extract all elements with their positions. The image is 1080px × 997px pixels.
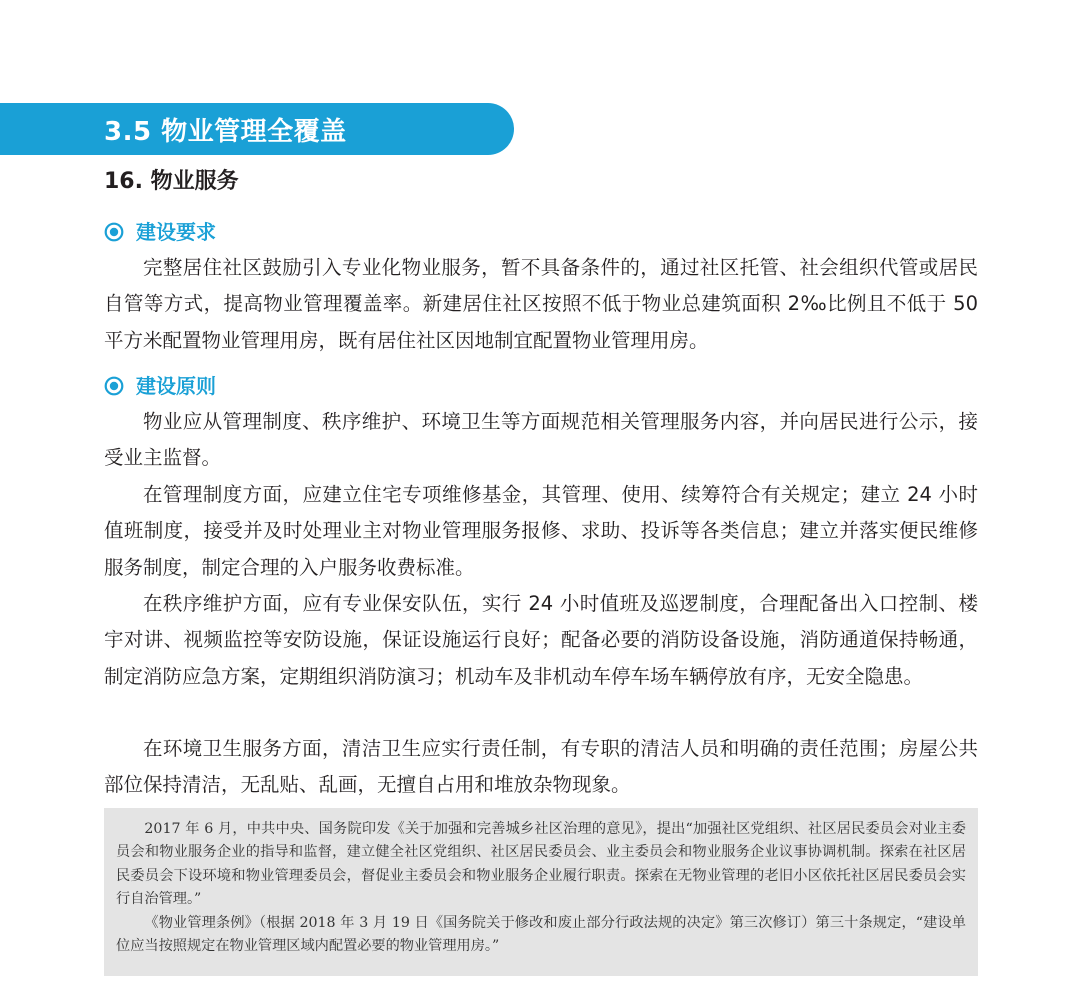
requirements-paragraph: 完整居住社区鼓励引入专业化物业服务，暂不具备条件的，通过社区托管、社会组织代管或居民自管等方式，提高物业管理覆盖率。新建居住社区按照不低于物业总建筑面积 2‰比例且不低于 50 平方米配置物业管理用房，既有居住社区因地制宜配置物业管理用房。 xyxy=(104,256,978,352)
heading-requirements xyxy=(104,217,216,247)
policy-note-paragraph-2: 《物业管理条例》（根据 2018 年 3 月 19 日《国务院关于修改和废止部分行政法规的决定》第三次修订）第三十条规定，“建设单位应当按照规定在物业管理区域内配置必要的物业管理用房。” xyxy=(116,914,966,955)
subsection-title: 16. 物业服务 xyxy=(104,169,239,194)
heading-requirements-label: 建设要求 xyxy=(136,220,216,244)
heading-principles xyxy=(104,371,216,401)
circled-dot-icon xyxy=(104,222,124,242)
section-title: 3.5 物业管理全覆盖 xyxy=(104,116,347,147)
principles-paragraph-1: 物业应从管理制度、秩序维护、环境卫生等方面规范相关管理服务内容，并向居民进行公示，接受业主监督。 xyxy=(104,410,978,470)
principles-paragraph-4: 在环境卫生服务方面，清洁卫生应实行责任制，有专职的清洁人员和明确的责任范围；房屋公共部位保持清洁，无乱贴、乱画，无擅自占用和堆放杂物现象。 xyxy=(104,737,978,797)
principles-paragraph-2: 在管理制度方面，应建立住宅专项维修基金，其管理、使用、续筹符合有关规定；建立 24 小时值班制度，接受并及时处理业主对物业管理服务报修、求助、投诉等各类信息；建立并落实便民维修服务制度，制定合理的入户服务收费标准。 xyxy=(104,483,978,579)
section-banner xyxy=(0,103,514,155)
policy-note-box xyxy=(104,808,978,976)
principles-paragraph-3: 在秩序维护方面，应有专业保安队伍，实行 24 小时值班及巡逻制度，合理配备出入口控制、楼宇对讲、视频监控等安防设施，保证设施运行良好；配备必要的消防设备设施，消防通道保持畅通，制定消防应急方案，定期组织消防演习；机动车及非机动车停车场车辆停放有序，无安全隐患。 xyxy=(104,592,978,688)
circled-dot-icon xyxy=(104,376,124,396)
policy-note-paragraph-1: 2017 年 6 月，中共中央、国务院印发《关于加强和完善城乡社区治理的意见》，提出“加强社区党组织、社区居民委员会对业主委员会和物业服务企业的指导和监督，建立健全社区党组织、社区居民委员会、业主委员会和物业服务企业议事协调机制。探索在社区居民委员会下设环境和物业管理委员会，督促业主委员会和物业服务企业履行职责。探索在无物业管理的老旧小区依托社区居民委员会实行自治管理。” xyxy=(116,821,966,908)
heading-principles-label: 建设原则 xyxy=(136,374,216,398)
